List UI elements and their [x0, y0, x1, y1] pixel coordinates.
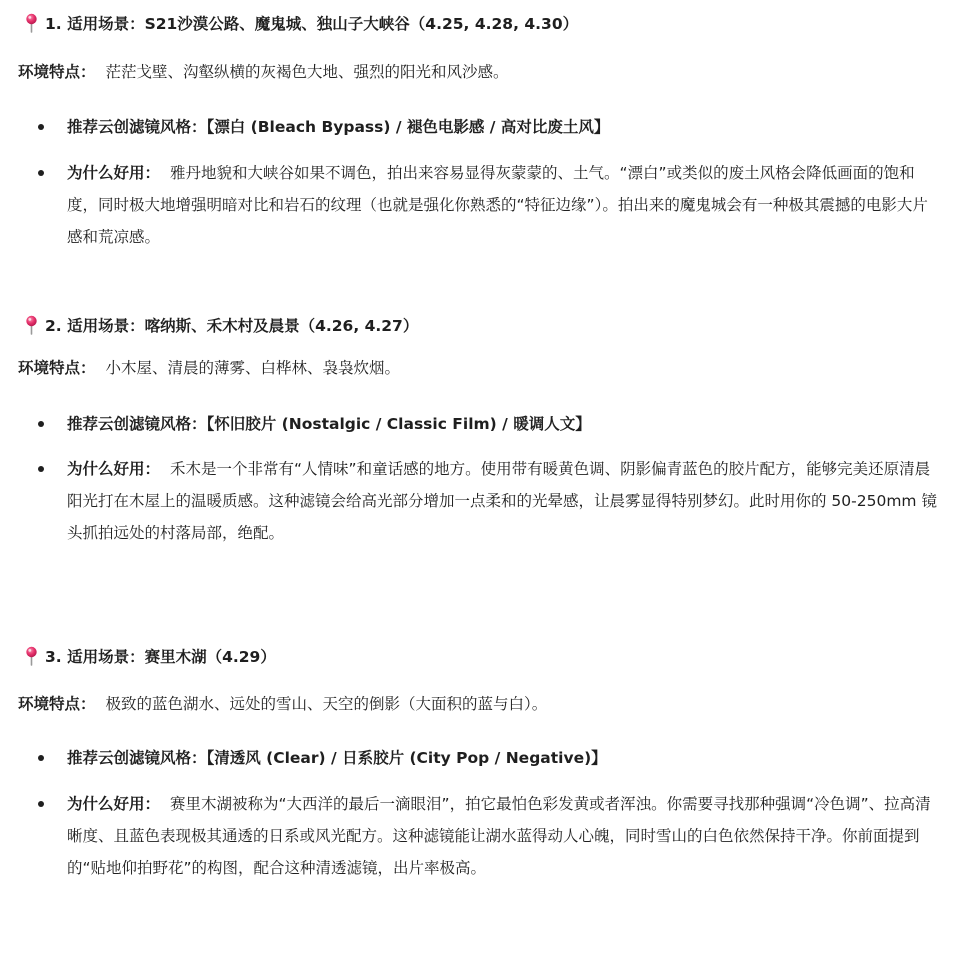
- section-2-filter-item: [38, 409, 943, 440]
- environment-label: 环境特点：: [18, 63, 96, 81]
- why-paragraph: [67, 788, 943, 884]
- bullet-dot: [38, 124, 44, 130]
- section-2-environment: [18, 356, 400, 378]
- environment-text: 极致的蓝色湖水、远处的雪山、天空的倒影（大面积的蓝与白）。: [105, 695, 548, 713]
- why-text: 赛里木湖被称为“大西洋的最后一滴眼泪”，拍它最怕色彩发黄或者浑浊。你需要寻找那种强调“冷色调”、拉高清晰度、且蓝色表现极其通透的日系或风光配方。这种滤镜能让湖水蓝得动人心魄，同时雪山的白色依然保持干净。你前面提到的“贴地仰拍野花”的构图，配合这种清透滤镜，出片率极高。: [67, 795, 931, 877]
- section-heading-text: 2. 适用场景：喀纳斯、禾木村及晨景（4.26, 4.27）: [45, 317, 419, 335]
- section-1-filter-item: [38, 112, 943, 143]
- section-heading-text: 3. 适用场景：赛里木湖（4.29）: [45, 648, 276, 666]
- section-2-heading: [24, 314, 418, 336]
- environment-text: 茫茫戈壁、沟壑纵横的灰褐色大地、强烈的阳光和风沙感。: [105, 63, 509, 81]
- bullet-dot: [38, 170, 44, 176]
- section-3-environment: [18, 692, 547, 714]
- why-text: 禾木是一个非常有“人情味”和童话感的地方。使用带有暖黄色调、阴影偏青蓝色的胶片配方，能够完美还原清晨阳光打在木屋上的温暖质感。这种滤镜会给高光部分增加一点柔和的光晕感，让晨雾显得特别梦幻。此时用你的 50-250mm 镜头抓拍远处的村落局部，绝配。: [67, 460, 937, 542]
- section-3-why-item: [38, 789, 943, 884]
- bullet-dot: [38, 801, 44, 807]
- bullet-dot: [38, 466, 44, 472]
- filter-recommendation: 推荐云创滤镜风格：【漂白 (Bleach Bypass) / 褪色电影感 / 高对比废土风】: [67, 118, 610, 136]
- why-label: 为什么好用：: [67, 460, 161, 478]
- pushpin-icon: [24, 646, 39, 666]
- pushpin-icon: [24, 13, 39, 33]
- environment-label: 环境特点：: [18, 695, 96, 713]
- why-text: 雅丹地貌和大峡谷如果不调色，拍出来容易显得灰蒙蒙的、土气。“漂白”或类似的废土风格会降低画面的饱和度，同时极大地增强明暗对比和岩石的纹理（也就是强化你熟悉的“特征边缘”）。拍出来的魔鬼城会有一种极其震撼的电影大片感和荒凉感。: [67, 164, 928, 246]
- bullet-dot: [38, 421, 44, 427]
- filter-recommendation: 推荐云创滤镜风格：【怀旧胶片 (Nostalgic / Classic Film) / 暖调人文】: [67, 415, 591, 433]
- why-label: 为什么好用：: [67, 164, 161, 182]
- pushpin-icon: [24, 315, 39, 335]
- section-2-why-item: [38, 454, 943, 549]
- section-1-why-item: [38, 158, 943, 253]
- section-3-filter-item: [38, 743, 943, 774]
- filter-recommendation: 推荐云创滤镜风格：【清透风 (Clear) / 日系胶片 (City Pop / Negative)】: [67, 749, 607, 767]
- section-3-heading: [24, 645, 276, 667]
- why-paragraph: [67, 157, 943, 253]
- section-1-heading: [24, 12, 578, 34]
- environment-text: 小木屋、清晨的薄雾、白桦林、袅袅炊烟。: [105, 359, 401, 377]
- why-label: 为什么好用：: [67, 795, 161, 813]
- section-heading-text: 1. 适用场景：S21沙漠公路、魔鬼城、独山子大峡谷（4.25, 4.28, 4.30）: [45, 15, 579, 33]
- why-paragraph: [67, 453, 943, 549]
- environment-label: 环境特点：: [18, 359, 96, 377]
- section-1-environment: [18, 60, 509, 82]
- bullet-dot: [38, 755, 44, 761]
